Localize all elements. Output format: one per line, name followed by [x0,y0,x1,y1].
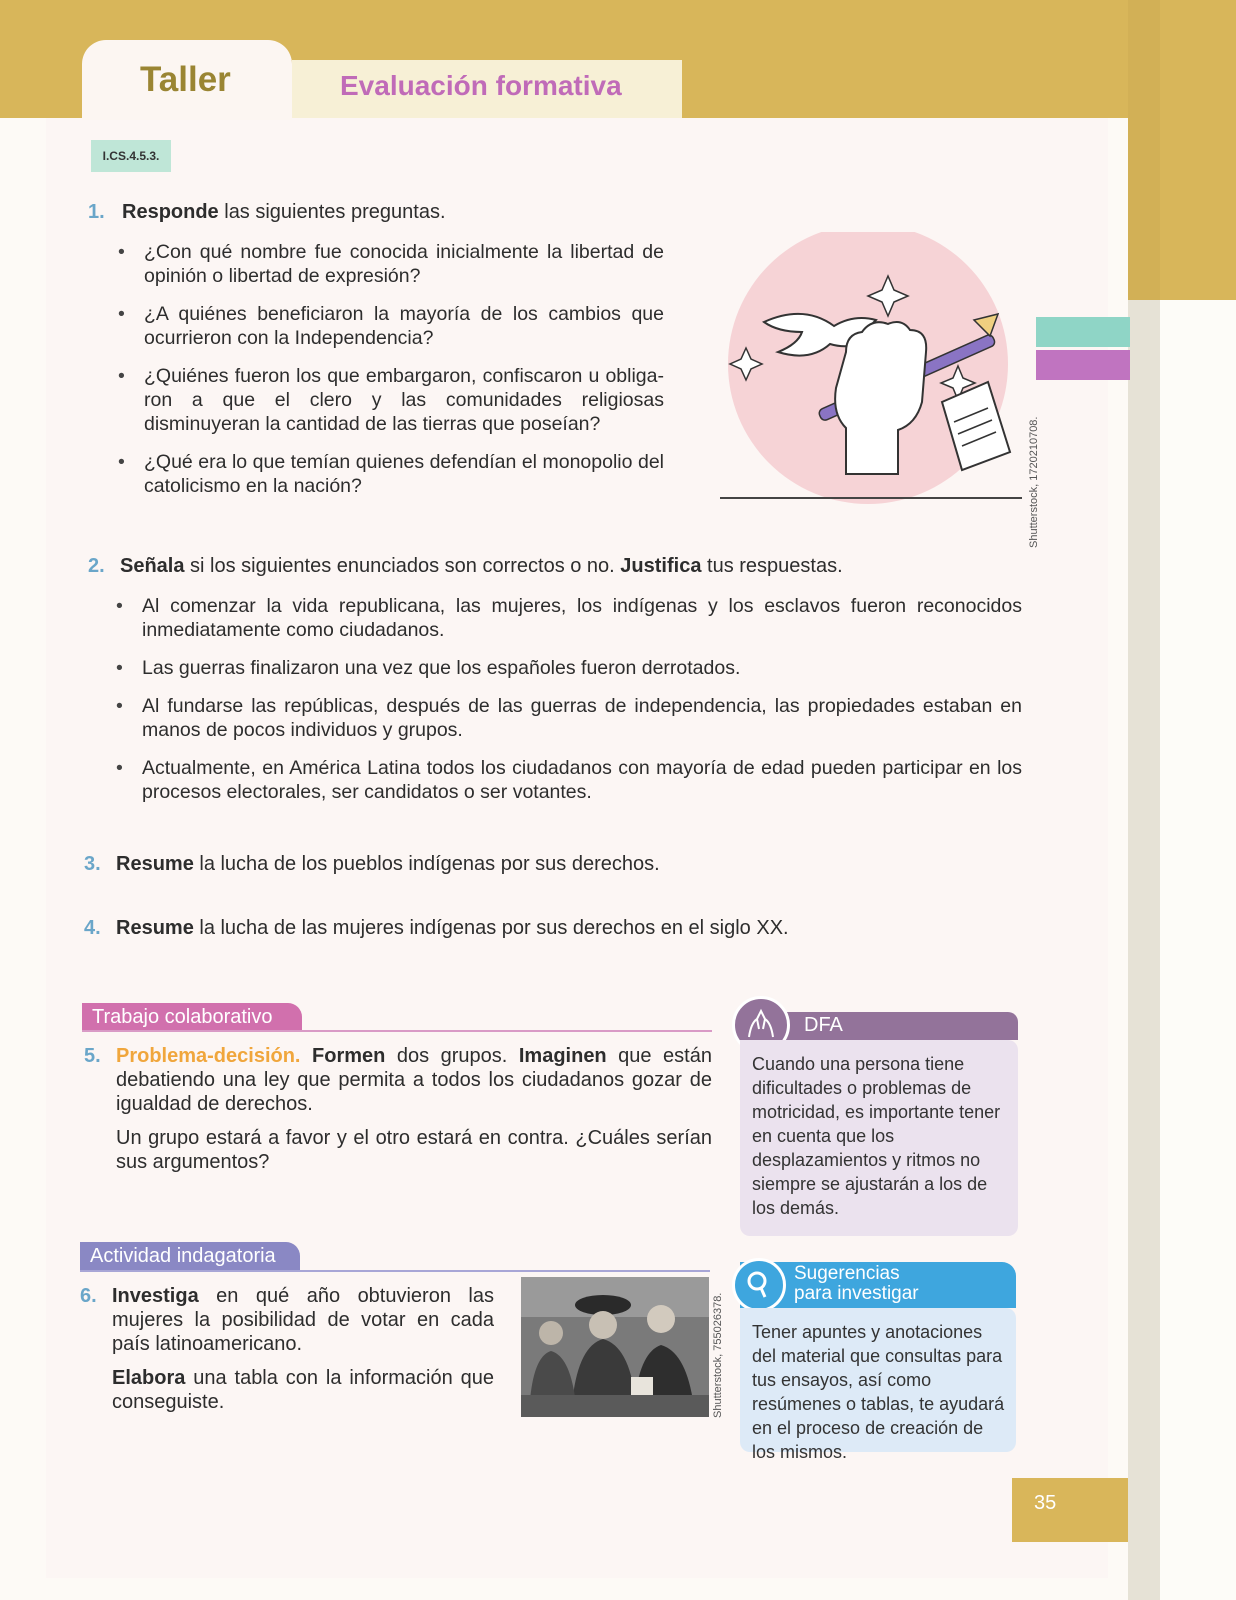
collab-divider [82,1030,712,1032]
inquiry-divider [80,1270,710,1272]
dfa-text: Cuando una persona tiene dificultades o problemas de motricidad, es importante tener en cuenta que los desplazamientos y ritmos no siempre se ajustarán a los de los demás. [752,1054,1001,1218]
question-verb: Resume [116,917,194,939]
question-text-2: tus respuestas. [701,555,843,577]
question-text: dos grupos. [385,1045,519,1067]
question-1-list [118,240,664,512]
question-text: la lucha de las mujeres indígenas por sus derechos en el siglo XX. [193,917,789,939]
indicator-badge: I.CS.4.5.3. [91,140,171,172]
decor-bar-teal [1036,317,1130,347]
suggest-title-line2: para investigar [794,1283,919,1304]
question-text: si los siguientes enunciados son correctos o no. [184,555,621,577]
inquiry-tag: Actividad indagatoria [80,1242,300,1270]
freedom-illustration [716,232,1026,507]
problem-decision-label: Problema-decisión. [116,1045,301,1067]
question-verb: Responde [122,201,219,223]
dfa-box [740,1040,1018,1236]
voting-photo [521,1277,709,1417]
decor-bar-purple [1036,350,1130,380]
question-verb-2: Justifica [620,555,702,577]
list-item: • Al comenzar la vida republicana, las mujeres, los indígenas y los esclavos fueron reconocidos inmediatamente como ciudadanos. [116,594,1022,642]
list-item: • ¿A quiénes beneficiaron la mayoría de los cambios que ocurrieron con la Independencia? [118,302,664,350]
question-text: en qué año obtuvieron las mujeres la posibilidad de votar en cada país latinoamericano. [112,1285,494,1355]
question-text: las siguientes preguntas. [218,201,446,223]
question-verb: Señala [120,555,185,577]
tab-evaluacion [292,60,682,118]
question-5-paragraph-2: Un grupo estará a favor y el otro estará en contra. ¿Cuáles serían sus argumentos? [116,1127,712,1173]
question-number: 3. [84,853,101,875]
question-number: 1. [88,201,105,223]
tab-evaluacion-label: Evaluación formativa [340,70,622,101]
question-number: 4. [84,917,101,939]
page-gutter-top [1128,0,1160,300]
list-item: • ¿Quiénes fueron los que embargaron, confiscaron u obligaron a que el clero y las comunidades religiosas disminuyeran la cantidad de las tierras que poseían? [118,364,664,436]
question-number: 5. [84,1045,101,1067]
tab-taller-label: Taller [140,60,231,99]
question-number: 2. [88,555,105,577]
list-item: • Actualmente, en América Latina todos los ciudadanos con mayoría de edad pueden participar en los procesos electorales, ser candidatos o ser votantes. [116,756,1022,804]
list-item: • ¿Con qué nombre fue conocida inicialmente la libertad de opinión o libertad de expresión? [118,240,664,288]
question-verb: Formen [312,1045,386,1067]
list-item: • Las guerras finalizaron una vez que los españoles fueron derrotados. [116,656,1022,680]
suggest-text: Tener apuntes y anotaciones del material que consultas para tus ensayos, así como resúmenes o tablas, te ayudará en el proceso de creación de los mismos. [752,1322,1005,1462]
question-2-list [116,594,1022,818]
question-text-2: que están debatiendo una ley que permita a todos los ciudadanos gozar de igualdad de derechos. [116,1045,712,1115]
suggest-box [740,1308,1016,1462]
photo-credit: Shutterstock, 755026378. [712,1292,724,1418]
page-number: 35 [1034,1492,1057,1514]
list-item: • Al fundarse las repúblicas, después de las guerras de independencia, las propiedades estaban en manos de pocos individuos y grupos. [116,694,1022,742]
right-band [1160,0,1236,300]
collab-tag: Trabajo colaborativo [82,1003,302,1031]
question-verb: Resume [116,853,194,875]
question-text: la lucha de los pueblos indígenas por sus derechos. [193,853,660,875]
suggest-title-line1: Sugerencias [794,1263,900,1284]
tab-taller [82,40,292,120]
search-icon [732,1258,786,1312]
question-text-2: una tabla con la información que conseguiste. [112,1367,494,1413]
question-verb-2: Elabora [112,1367,186,1389]
question-number: 6. [80,1285,97,1307]
question-verb: Investiga [112,1285,199,1307]
page-number-box [1012,1478,1128,1542]
question-verb-2: Imaginen [518,1045,607,1067]
dfa-title: DFA [804,1014,843,1036]
illustration-credit: Shutterstock, 1720210708. [1028,416,1040,548]
list-item: • ¿Qué era lo que temían quienes defendían el monopolio del catolicismo en la nación? [118,450,664,498]
